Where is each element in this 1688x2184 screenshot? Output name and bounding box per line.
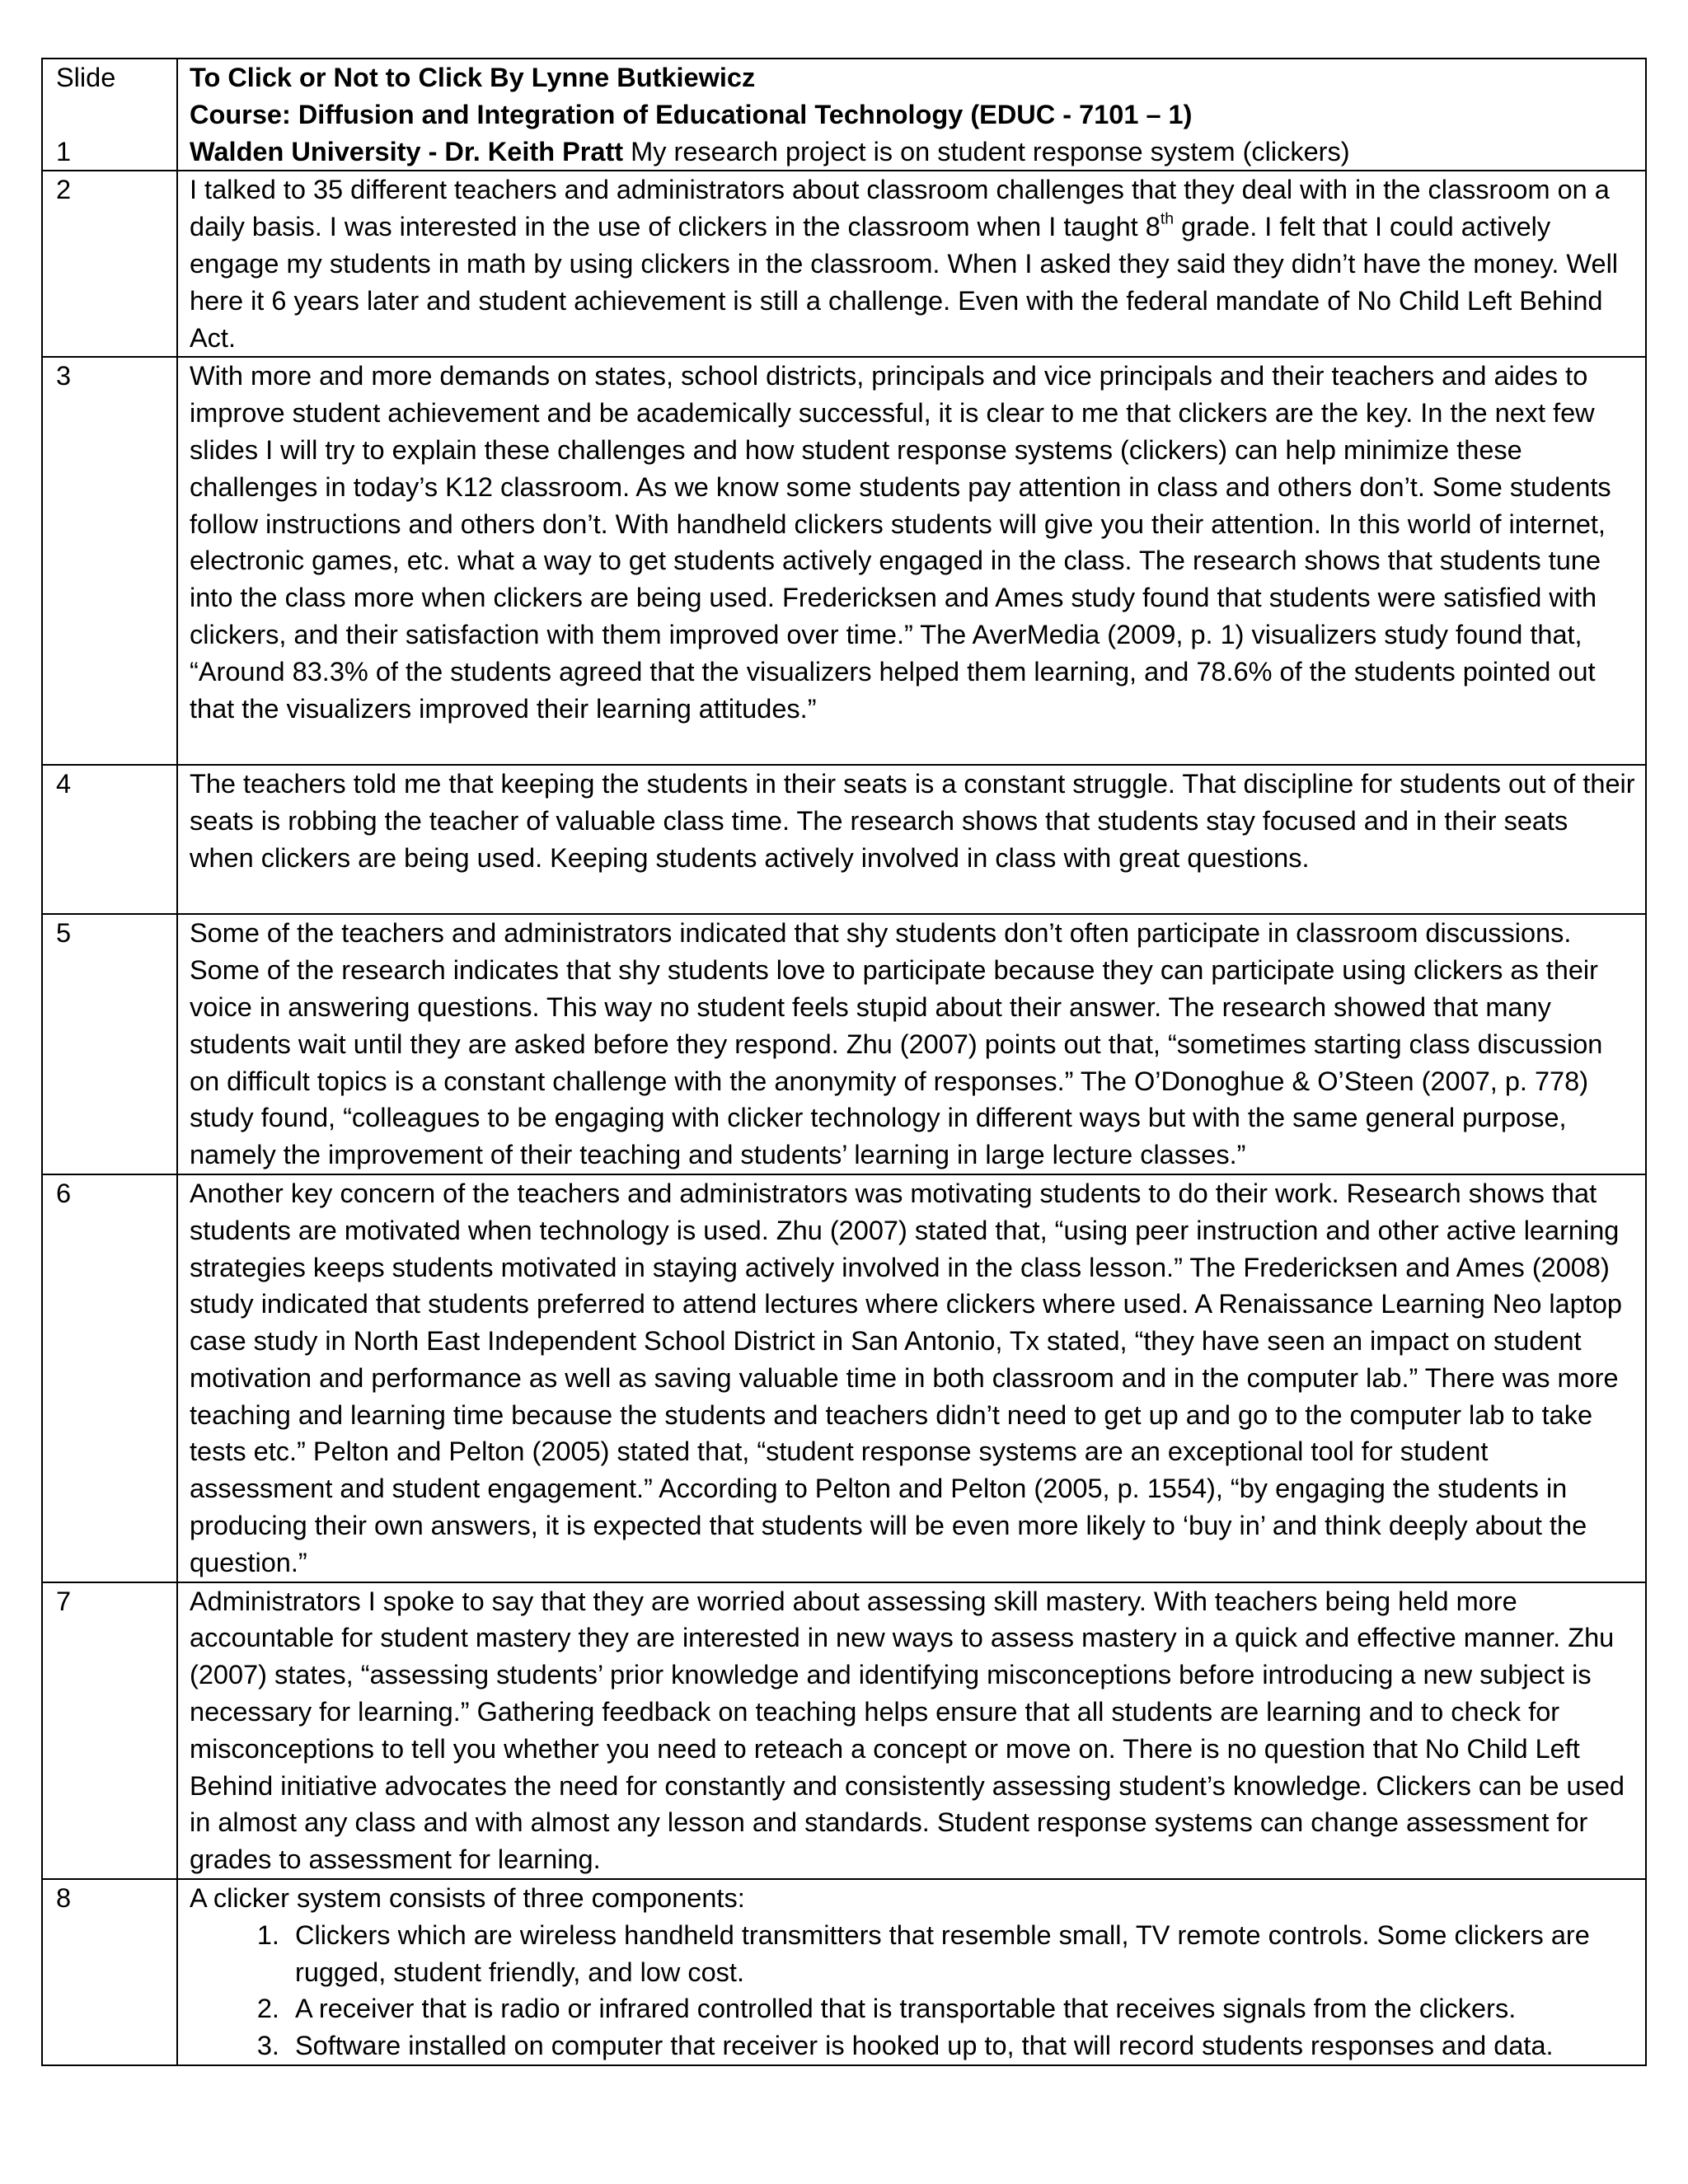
table-row	[42, 357, 1646, 765]
research-intro: My research project is on student response system (clickers)	[623, 136, 1350, 166]
course-line	[190, 96, 1635, 134]
blank-line	[190, 877, 1635, 914]
table-row	[42, 1879, 1646, 2065]
slide-number: 1	[56, 136, 72, 166]
table-row	[42, 1582, 1646, 1879]
components-intro: A clicker system consists of three components:	[190, 1883, 745, 1914]
table-row	[42, 914, 1646, 1174]
university-instructor: Walden University - Dr. Keith Pratt	[190, 136, 624, 166]
slide-number: 6	[42, 1174, 177, 1582]
slide-notes-cell	[177, 765, 1646, 914]
blank-line	[190, 727, 1635, 764]
slide-notes-text	[177, 171, 1646, 357]
slide-number: 4	[42, 765, 177, 914]
notes-text-part: I talked to 35 different teachers and administrators about classroom challenges that they deal with in the classroom on a daily basis. I was interested in the use of clickers in the classroom when I taught 8	[190, 175, 1610, 242]
notes-text-part: grade. I felt that I could actively engage my students in math by using clickers in the classroom. When I asked they said they didn’t have the money. Well here it 6 years later and student achievement is still a challenge. Even with the federal mandate of No Child Left Behind Act.	[190, 212, 1619, 353]
list-item: 1. Clickers which are wireless handheld transmitters that resemble small, TV remote controls. Some clickers are rugged, student friendly, and low cost.	[287, 1917, 1635, 1991]
document-title: To Click or Not to Click By Lynne Butkiewicz	[190, 63, 756, 92]
slide-notes-text: Administrators I spoke to say that they are worried about assessing skill mastery. With teachers being held more accountable for student mastery they are interested in new ways to assess mastery in a quick and effective manner. Zhu (2007) states, “assessing students’ prior knowledge and identifying misconceptions before introducing a new subject is necessary for learning.” Gathering feedback on teaching helps ensure that all students are learning and to check for misconceptions to tell you whether you need to reteach a concept or move on. There is no question that No Child Left Behind initiative advocates the need for constantly and consistently assessing student’s knowledge. Clickers can be used in almost any class and with almost any lesson and standards. Student response systems can change assessment for grades to assessment for learning.	[177, 1582, 1646, 1879]
slide-notes-text: With more and more demands on states, school districts, principals and vice principals and their teachers and aides to improve student achievement and be academically successful, it is clear to me that clickers are the key. In the next few slides I will try to explain these challenges and how student response systems (clickers) can help minimize these challenges in today’s K12 classroom. As we know some students pay attention in class and others don’t. Some students follow instructions and others don’t. With handheld clickers students will give you their attention. In this world of internet, electronic games, etc. what a way to get students actively engaged in the class. The research shows that students tune into the class more when clickers are being used. Fredericksen and Ames study found that students were satisfied with clickers, and their satisfaction with them improved over time.” The AverMedia (2009, p. 1) visualizers study found that, “Around 83.3% of the students agreed that the visualizers helped them learning, and 78.6% of the students pointed out that the visualizers improved their learning attitudes.”	[190, 361, 1611, 724]
document-title-line	[190, 59, 1635, 96]
slide-notes-table	[41, 58, 1647, 2066]
slide-number: 2	[42, 171, 177, 357]
ordinal-superscript: th	[1160, 209, 1175, 228]
slide-notes-cell	[177, 1879, 1646, 2065]
university-line	[190, 134, 1635, 171]
list-item: 3. Software installed on computer that receiver is hooked up to, that will record students responses and data.	[287, 2027, 1635, 2064]
slide-number: 7	[42, 1582, 177, 1879]
slide-number-cell	[42, 59, 177, 171]
slide-notes-cell	[177, 59, 1646, 171]
table-row	[42, 765, 1646, 914]
components-list	[190, 1917, 1635, 2064]
slide-number: 8	[42, 1879, 177, 2065]
slide-column-header: Slide	[56, 63, 116, 92]
slide-notes-text: The teachers told me that keeping the students in their seats is a constant struggle. That discipline for students out of their seats is robbing the teacher of valuable class time. The research shows that students stay focused and in their seats when clickers are being used. Keeping students actively involved in class with great questions.	[190, 769, 1635, 873]
table-row	[42, 1174, 1646, 1582]
course-name: Course: Diffusion and Integration of Educational Technology (EDUC - 7101 – 1)	[190, 99, 1193, 129]
slide-number: 3	[42, 357, 177, 765]
slide-notes-cell	[177, 357, 1646, 765]
table-row	[42, 59, 1646, 171]
table-row	[42, 171, 1646, 357]
list-item: 2. A receiver that is radio or infrared controlled that is transportable that receives signals from the clickers.	[287, 1990, 1635, 2027]
slide-number: 5	[42, 914, 177, 1174]
slide-notes-text: Another key concern of the teachers and administrators was motivating students to do their work. Research shows that students are motivated when technology is used. Zhu (2007) stated that, “using peer instruction and other active learning strategies keeps students motivated in staying actively involved in the class lesson.” The Fredericksen and Ames (2008) study indicated that students preferred to attend lectures where clickers where used. A Renaissance Learning Neo laptop case study in North East Independent School District in San Antonio, Tx stated, “they have seen an impact on student motivation and performance as well as saving valuable time in both classroom and in the computer lab.” There was more teaching and learning time because the students and teachers didn’t need to get up and go to the computer lab to take tests etc.” Pelton and Pelton (2005) stated that, “student response systems are an exceptional tool for student assessment and student engagement.” According to Pelton and Pelton (2005, p. 1554), “by engaging the students in producing their own answers, it is expected that students will be even more likely to ‘buy in’ and think deeply about the question.”	[177, 1174, 1646, 1582]
slide-notes-text: Some of the teachers and administrators indicated that shy students don’t often participate in classroom discussions. Some of the research indicates that shy students love to participate because they can participate using clickers as their voice in answering questions. This way no student feels stupid about their answer. The research showed that many students wait until they are asked before they respond. Zhu (2007) points out that, “sometimes starting class discussion on difficult topics is a constant challenge with the anonymity of responses.” The O’Donoghue & O’Steen (2007, p. 778) study found, “colleagues to be engaging with clicker technology in different ways but with the same general purpose, namely the improvement of their teaching and students’ learning in large lecture classes.”	[177, 914, 1646, 1174]
